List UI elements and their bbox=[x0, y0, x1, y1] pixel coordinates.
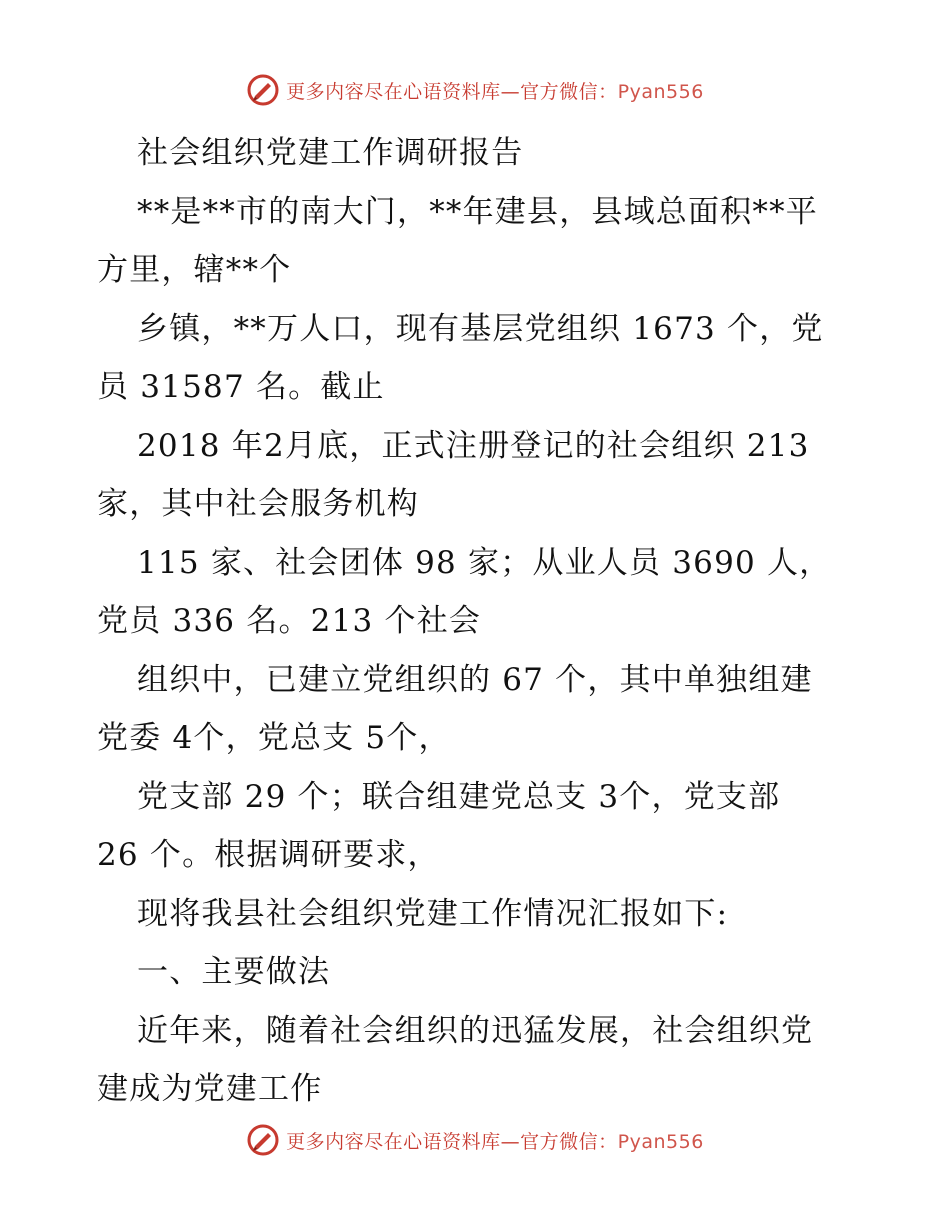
watermark-handle: Pyan556 bbox=[617, 1130, 704, 1153]
paragraph-line: 2018 年2月底，正式注册登记的社会组织 213 bbox=[137, 427, 810, 464]
paragraph-line: 建成为党建工作 bbox=[97, 1071, 323, 1107]
paragraph-line: **是**市的南大门，**年建县，县域总面积**平 bbox=[137, 193, 818, 230]
watermark-label: 更多内容尽在心语资料库—官方微信： bbox=[286, 1130, 618, 1153]
paragraph-line: 家，其中社会服务机构 bbox=[97, 486, 419, 522]
paragraph-line: 乡镇，**万人口，现有基层党组织 1673 个，党 bbox=[137, 310, 824, 347]
watermark-footer bbox=[0, 1120, 950, 1160]
paragraph-line: 现将我县社会组织党建工作情况汇报如下: bbox=[137, 895, 729, 932]
watermark-header bbox=[0, 70, 950, 110]
paragraph-line: 26 个。根据调研要求， bbox=[97, 837, 440, 873]
paragraph-line: 党支部 29 个；联合组建党总支 3个，党支部 bbox=[137, 778, 781, 815]
watermark-text bbox=[286, 77, 704, 104]
document-body bbox=[97, 124, 857, 1119]
paragraph-line: 社会组织党建工作调研报告 bbox=[137, 135, 524, 171]
watermark-handle: Pyan556 bbox=[617, 80, 704, 103]
paragraph-line: 党委 4个，党总支 5个， bbox=[97, 720, 451, 756]
paragraph-line: 方里，辖**个 bbox=[97, 252, 292, 288]
paragraph-line: 员 31587 名。截止 bbox=[97, 369, 385, 405]
paragraph-line: 115 家、社会团体 98 家；从业人员 3690 人， bbox=[137, 544, 832, 581]
paragraph-line: 党员 336 名。213 个社会 bbox=[97, 603, 482, 639]
logo-icon bbox=[246, 73, 280, 107]
paragraph-line: 组织中，已建立党组织的 67 个，其中单独组建 bbox=[137, 661, 813, 698]
watermark-text bbox=[286, 1127, 704, 1154]
logo-icon bbox=[246, 1123, 280, 1157]
watermark-label: 更多内容尽在心语资料库—官方微信： bbox=[286, 80, 618, 103]
paragraph-line: 一、主要做法 bbox=[137, 954, 331, 990]
paragraph-line: 近年来，随着社会组织的迅猛发展，社会组织党 bbox=[137, 1012, 814, 1049]
